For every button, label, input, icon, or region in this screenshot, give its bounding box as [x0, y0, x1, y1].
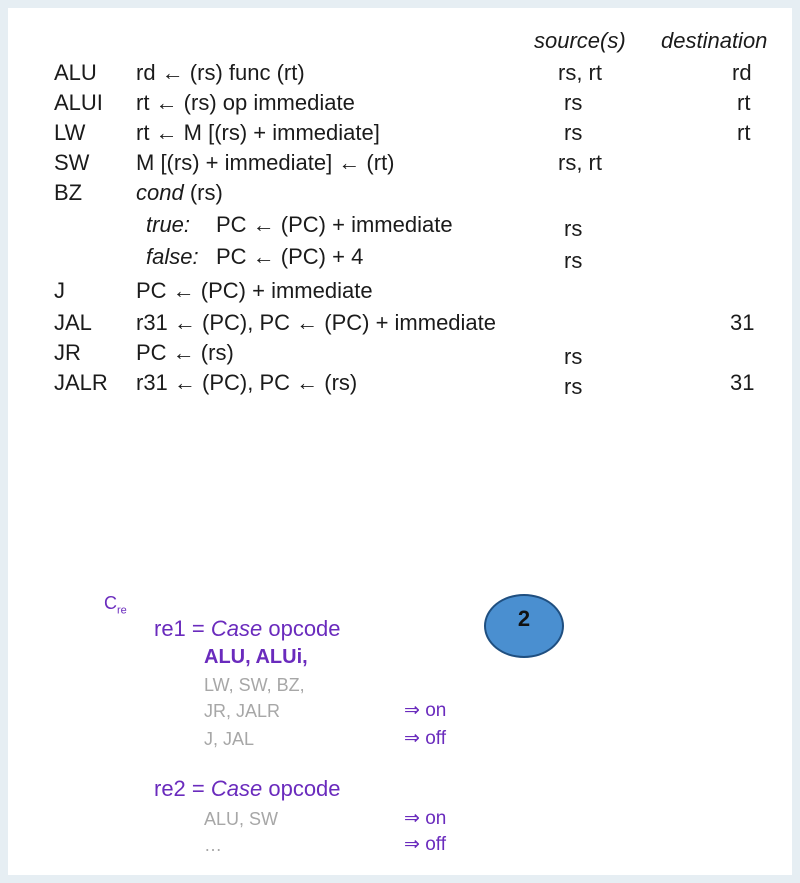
- op-bz: BZ: [54, 180, 83, 205]
- dst-alui: rt: [737, 90, 751, 115]
- re1-line3: JR, JALR: [204, 701, 281, 721]
- desc-lw: rt ← M [(rs) + immediate]: [136, 120, 380, 145]
- step-badge: 2: [484, 594, 564, 658]
- desc-jr: PC ← (rs): [136, 340, 234, 365]
- op-j: J: [54, 278, 65, 303]
- desc-bz-cond: cond: [136, 180, 184, 205]
- src-alu: rs, rt: [558, 60, 602, 85]
- desc-bz: [136, 180, 223, 206]
- header-destination: destination: [661, 28, 768, 53]
- src-jr: rs: [564, 344, 583, 369]
- op-lw: LW: [54, 120, 86, 145]
- re1-off: ⇒ off: [404, 728, 446, 749]
- dst-jalr: 31: [730, 370, 755, 395]
- re1-line1: ALU, ALUi,: [204, 646, 308, 668]
- desc-jal: r31 ← (PC), PC ← (PC) + immediate: [136, 310, 497, 335]
- op-jr: JR: [54, 340, 81, 365]
- cond-true-label: true:: [146, 212, 191, 237]
- re1-on: ⇒ on: [404, 700, 447, 721]
- src-alui: rs: [564, 90, 583, 115]
- cond-false-label: false:: [146, 244, 199, 269]
- desc-alu: rd ← (rs) func (rt): [136, 60, 305, 85]
- re2-header: re2 = Case opcode: [154, 776, 341, 801]
- re2-line1: ALU, SW: [204, 809, 279, 829]
- re2-off: ⇒ off: [404, 834, 446, 855]
- op-alu: ALU: [54, 60, 97, 85]
- desc-jalr: r31 ← (PC), PC ← (rs): [136, 370, 358, 395]
- op-jalr: JALR: [54, 370, 108, 395]
- re1-header: re1 = Case opcode: [154, 616, 341, 641]
- op-jal: JAL: [54, 310, 92, 335]
- dst-jal: 31: [730, 310, 755, 335]
- op-alui: ALUI: [54, 90, 103, 115]
- re1-line2: LW, SW, BZ,: [204, 675, 305, 695]
- re2-line2: …: [204, 835, 222, 855]
- desc-j: PC ← (PC) + immediate: [136, 278, 373, 303]
- dst-alu: rd: [732, 60, 752, 85]
- op-sw: SW: [54, 150, 90, 175]
- src-sw: rs, rt: [558, 150, 602, 175]
- src-true: rs: [564, 216, 583, 241]
- re1-line4: J, JAL: [204, 729, 255, 749]
- desc-false: PC ← (PC) + 4: [216, 244, 364, 269]
- desc-true: PC ← (PC) + immediate: [216, 212, 453, 237]
- desc-sw: M [(rs) + immediate] ← (rt): [136, 150, 395, 175]
- desc-alui: rt ← (rs) op immediate: [136, 90, 355, 115]
- dst-lw: rt: [737, 120, 751, 145]
- re2-on: ⇒ on: [404, 808, 447, 829]
- slide: [8, 8, 792, 875]
- src-false: rs: [564, 248, 583, 273]
- src-jalr: rs: [564, 374, 583, 399]
- header-source: source(s): [534, 28, 626, 53]
- desc-bz-rest: (rs): [183, 180, 223, 205]
- cre-label: $C_{re}$: [104, 593, 127, 617]
- src-lw: rs: [564, 120, 583, 145]
